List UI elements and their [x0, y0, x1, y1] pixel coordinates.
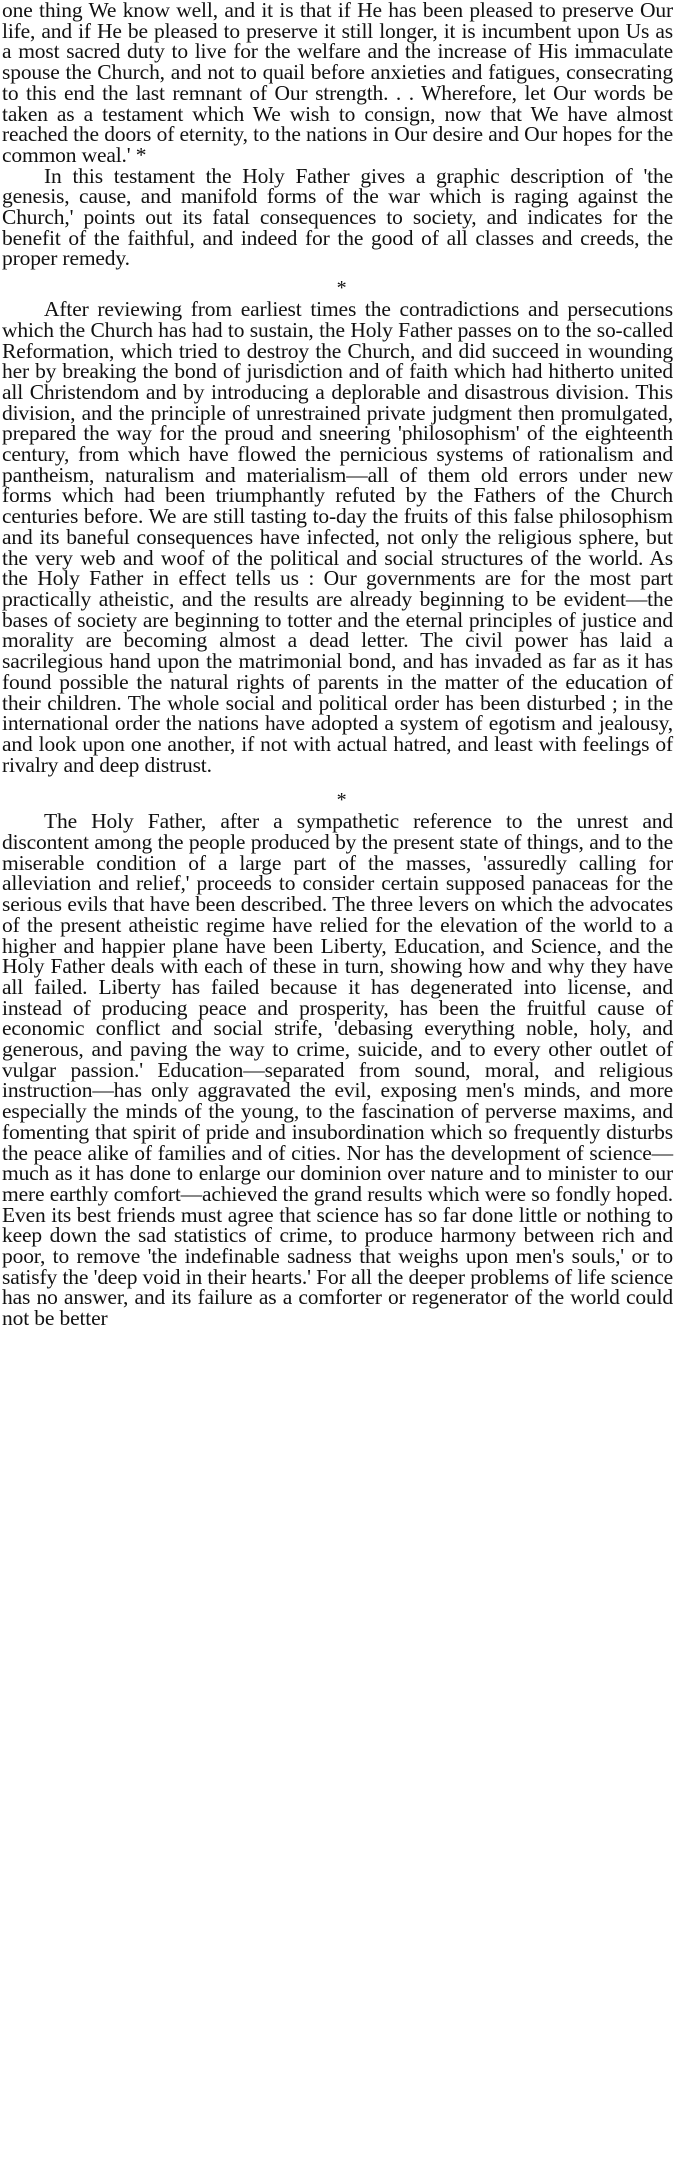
article-paragraph-1: one thing We know well, and it is that if He has been pleased to preserve Our life, and if He be pleased to preserve it still longer, it is incumbent upon Us as a most sacred duty to live for the welfare and the increase of His immaculate spouse the Church, and not to quail before anxieties and fatigues, consecrating to this end the last remnant of Our strength. . . Wherefore, let Our words be taken as a testament which We wish to consign, now that We have almost reached the doors of eternity, to the nations in Our desire and Our hopes for the common weal.' *: [2, 0, 673, 167]
section-separator-2: *: [336, 789, 347, 812]
article-paragraph-4: The Holy Father, after a sympathetic reference to the unrest and discontent among the people produced by the present state of things, and to the miserable condition of a large part of the masses, 'assuredly calling for alleviation and relief,' proceeds to consider certain supposed panaceas for the serious evils that have been described. The three levers on which the advocates of the present atheistic regime have relied for the elevation of the world to a higher and happier plane have been Liberty, Education, and Science, and the Holy Father deals with each of these in turn, showing how and why they have all failed. Liberty has failed because it has degenerated into license, and instead of producing peace and prosperity, has been the fruitful cause of economic conflict and social strife, 'debasing everything noble, holy, and generous, and paving the way to crime, suicide, and to every other outlet of vulgar passion.' Education—separated from sound, moral, and religious instruction—has only aggravated the evil, exposing men's minds, and more especially the minds of the young, to the fascination of perverse maxims, and fomenting that spirit of pride and insubordination which so frequently disturbs the peace alike of families and of cities. Nor has the development of science—much as it has done to enlarge our dominion over nature and to minister to our mere earthly comfort—achieved the grand results which were so fondly hoped. Even its best friends must agree that science has so far done little or nothing to keep down the sad statistics of crime, to produce harmony between rich and poor, to remove 'the indefinable sadness that weighs upon men's souls,' or to satisfy the 'deep void in their hearts.' For all the deeper problems of life science has no answer, and its failure as a comforter or regenerator of the world could not be better: [2, 809, 673, 1331]
article-paragraph-3: After reviewing from earliest times the contradictions and persecutions which the Church has had to sustain, the Holy Father passes on to the so-called Reformation, which tried to destroy the Church, and did succeed in wounding her by breaking the bond of jurisdiction and of faith which had hitherto united all Christendom and by introducing a deplorable and disastrous division. This division, and the principle of unrestrained private judgment then promulgated, prepared the way for the proud and sneering 'philosophism' of the eighteenth century, from which have flowed the pernicious systems of rationalism and pantheism, naturalism and materialism—all of them old errors under new forms which had been triumphantly refuted by the Fathers of the Church centuries before. We are still tasting to-day the fruits of this false philosophism and its baneful consequences have infected, not only the religious sphere, but the very web and woof of the political and social structures of the world. As the Holy Father in effect tells us : Our governments are for the most part practically atheistic, and the results are already beginning to be evident—the bases of society are beginning to totter and the eternal principles of justice and morality are becoming almost a dead letter. The civil power has laid a sacrilegious hand upon the matrimonial bond, and has invaded as far as it has found possible the natural rights of parents in the matter of the education of their children. The whole social and political order has been disturbed ; in the international order the nations have adopted a system of egotism and jealousy, and look upon one another, if not with actual hatred, and least with feelings of rivalry and deep distrust.: [2, 297, 673, 777]
article-paragraph-2: In this testament the Holy Father gives a graphic description of 'the genesis, cause, and manifold forms of the war which is raging against the Church,' points out its fatal consequences to society, and indicates for the benefit of the faithful, and indeed for the good of all classes and creeds, the proper remedy.: [2, 163, 673, 271]
section-separator-1: *: [336, 277, 347, 300]
